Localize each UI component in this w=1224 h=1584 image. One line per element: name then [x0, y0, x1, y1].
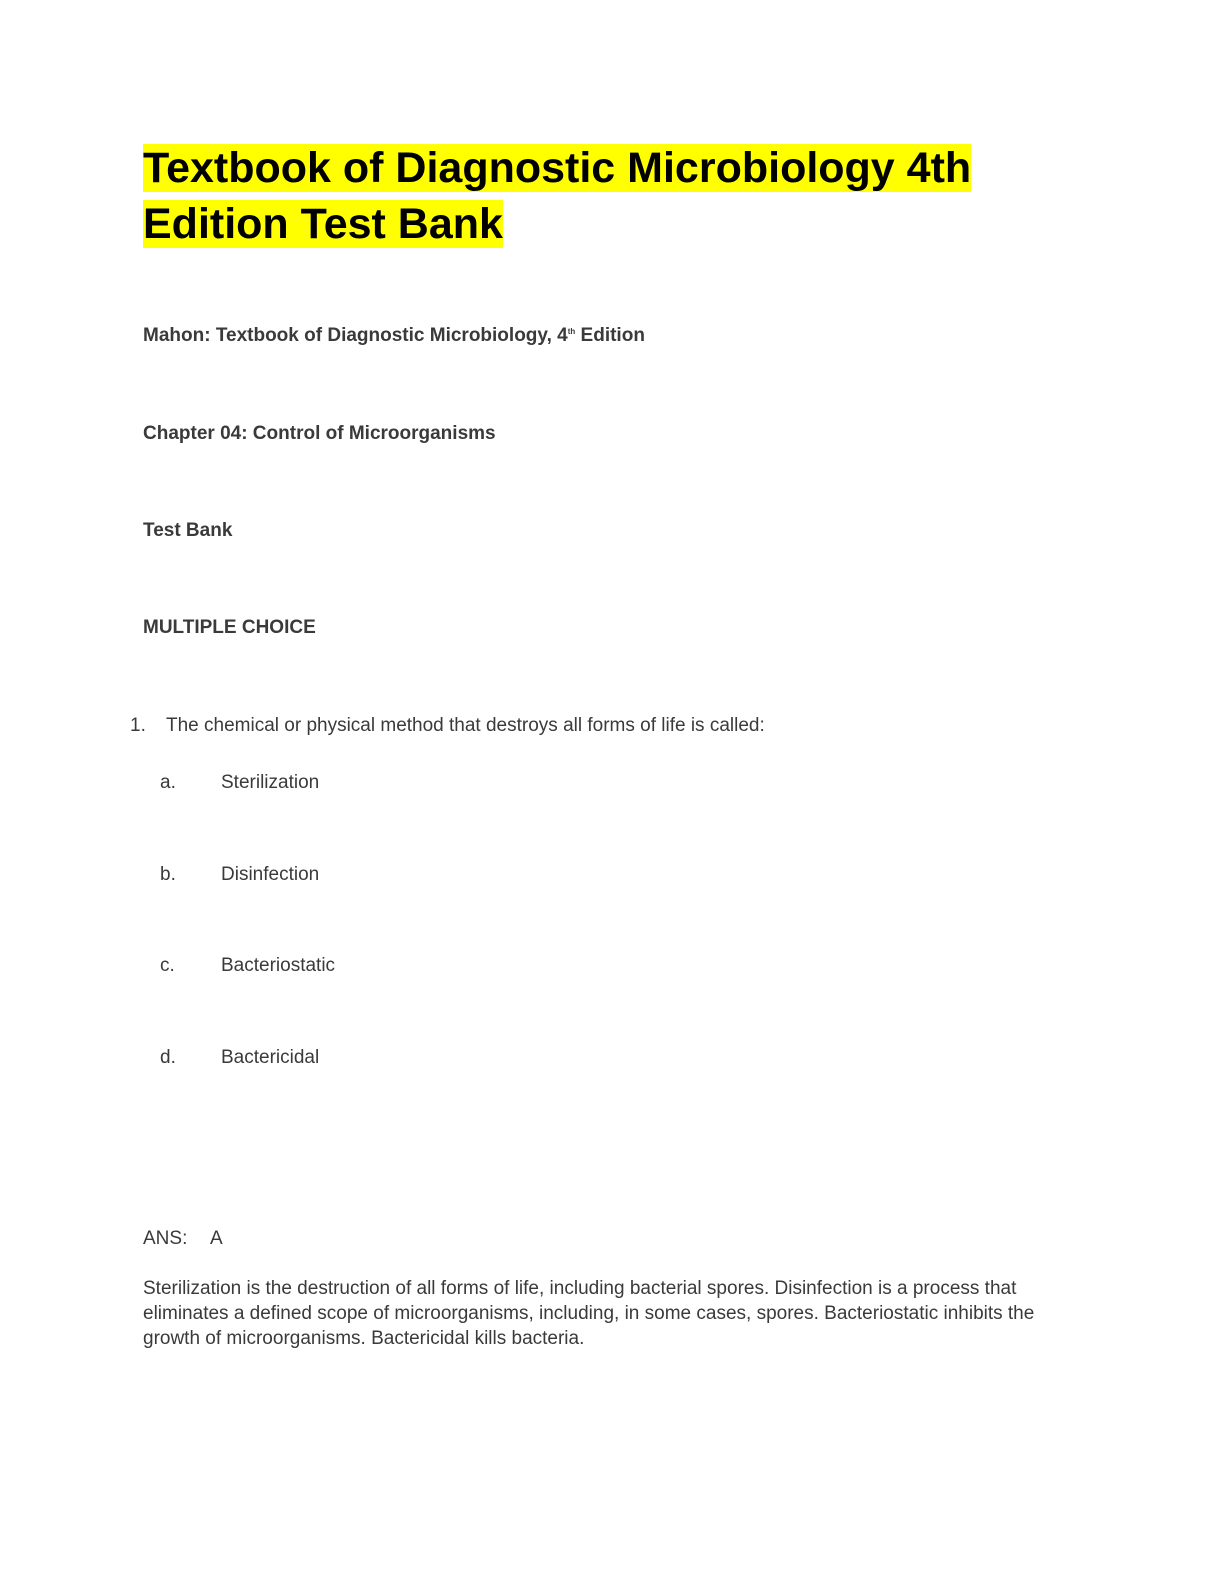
option-text: Disinfection: [221, 864, 320, 885]
highlighted-title-text: Textbook of Diagnostic Microbiology 4th Edition Test Bank: [143, 144, 972, 248]
question-number: 1.: [130, 715, 146, 736]
answer-explanation: Sterilization is the destruction of all forms of life, including bacterial spores. Disinfection is a process that eliminates a defined scope of microorganisms, including, in some cases, spores. Bacteriostatic inhibits the growth of microorganisms. Bactericidal kills bacteria.: [143, 1278, 1035, 1349]
option-d: [160, 1047, 319, 1069]
option-b: [160, 864, 319, 886]
answer-label: ANS:: [143, 1228, 188, 1249]
section-label: Test Bank: [143, 520, 233, 541]
option-text: Bactericidal: [221, 1047, 320, 1068]
question-text: The chemical or physical method that destroys all forms of life is called:: [166, 715, 765, 736]
book-reference: [143, 325, 645, 347]
book-reference-suffix: Edition: [575, 325, 645, 346]
document-title: [143, 140, 1043, 252]
answer-value: A: [210, 1228, 223, 1249]
question-type-heading: MULTIPLE CHOICE: [143, 617, 316, 638]
question-1: [130, 715, 765, 737]
option-letter: c.: [160, 955, 175, 976]
option-letter: d.: [160, 1047, 176, 1068]
option-letter: b.: [160, 864, 176, 885]
book-reference-text: Mahon: Textbook of Diagnostic Microbiology, 4: [143, 325, 568, 346]
option-text: Sterilization: [221, 772, 320, 793]
chapter-heading: Chapter 04: Control of Microorganisms: [143, 423, 496, 444]
answer-line: [143, 1228, 223, 1250]
option-text: Bacteriostatic: [221, 955, 336, 976]
option-a: [160, 772, 319, 794]
edition-superscript: th: [567, 327, 576, 336]
option-letter: a.: [160, 772, 176, 793]
option-c: [160, 955, 335, 977]
